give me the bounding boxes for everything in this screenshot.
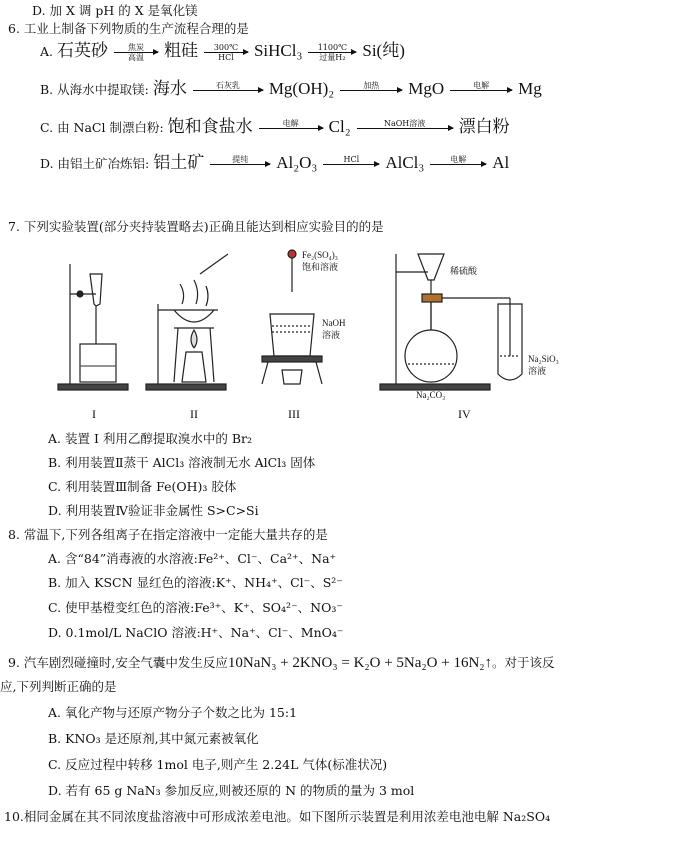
q6-stem: 6. 工业上制备下列物质的生产流程合理的是 — [8, 21, 249, 36]
q7-option-d: D. 利用装置Ⅳ验证非金属性 S>C>Si — [48, 503, 259, 518]
q6-option-b: B. 从海水中提取镁: 海水 石灰乳 Mg(OH)₂ 加热 MgO 电解 Mg — [40, 79, 542, 99]
q9-option-b: B. KNO₃ 是还原剂,其中氮元素被氧化 — [48, 731, 259, 746]
q9-stem-cont: 应,下列判断正确的是 — [0, 679, 117, 694]
apparatus-figure — [50, 244, 610, 424]
q8-stem: 8. 常温下,下列各组离子在指定溶液中一定能大量共存的是 — [8, 527, 328, 542]
q8-option-c: C. 使甲基橙变红色的溶液:Fe³⁺、K⁺、SO₄²⁻、NO₃⁻ — [48, 600, 343, 615]
na2sio3-label: Na₂SiO₃ — [528, 354, 559, 364]
q9-option-c: C. 反应过程中转移 1mol 电子,则产生 2.24L 气体(标准状况) — [48, 757, 388, 772]
naoh-label-2: 溶液 — [322, 330, 341, 340]
figure-label-iv: IV — [458, 407, 471, 421]
q7-option-b: B. 利用装置Ⅱ蒸干 AlCl₃ 溶液制无水 AlCl₃ 固体 — [48, 455, 316, 470]
q6-option-c: C. 由 NaCl 制漂白粉: 饱和食盐水 电解 Cl₂ NaOH溶液 漂白粉 — [40, 117, 510, 137]
figure-label-ii: II — [190, 407, 198, 421]
q9-option-d: D. 若有 65 g NaN₃ 参加反应,则被还原的 N 的物质的量为 3 mol — [48, 783, 415, 798]
q7-option-c: C. 利用装置Ⅲ制备 Fe(OH)₃ 胶体 — [48, 479, 237, 494]
dilute-acid-label: 稀硫酸 — [450, 266, 478, 276]
apparatus-i — [58, 264, 128, 390]
q8-option-a: A. 含“84”消毒液的水溶液:Fe²⁺、Cl⁻、Ca²⁺、Na⁺ — [48, 551, 337, 566]
fe-reagent-label: Fe₂(SO₄)₃ — [302, 250, 338, 260]
q10-stem: 10.相同金属在其不同浓度盐溶液中可形成浓差电池。如下图所示装置是利用浓差电池电解 Na₂SO₄ — [4, 809, 551, 824]
q6-option-a: A. 石英砂 焦炭 高温 粗硅 300℃ HCl SiHCl₃ 1100℃ 过量H₂ Si(纯) — [40, 41, 405, 62]
q8-option-d: D. 0.1mol/L NaClO 溶液:H⁺、Na⁺、Cl⁻、MnO₄⁻ — [48, 625, 344, 640]
q9-stem: 9. 汽车剧烈碰撞时,安全气囊中发生反应10NaN₃ + 2KNO₃ = K₂O + 5Na₂O + 16N₂↑。对于该反 — [8, 655, 555, 671]
naoh-label: NaOH — [322, 318, 346, 328]
na2co3-label: Na₂CO₃ — [416, 390, 446, 400]
q9-option-a: A. 氧化产物与还原产物分子个数之比为 15:1 — [48, 705, 298, 720]
q5-option-d: D. 加 X 调 pH 的 X 是氧化镁 — [32, 3, 198, 18]
q9-equation: 10NaN₃ + 2KNO₃ = K₂O + 5Na₂O + 16N₂↑ — [227, 655, 493, 671]
q7-option-a: A. 装置 I 利用乙醇提取溴水中的 Br₂ — [48, 431, 253, 446]
apparatus-ii — [146, 254, 228, 390]
fe-reagent-label-2: 饱和溶液 — [302, 262, 339, 272]
na2sio3-label-2: 溶液 — [528, 366, 547, 376]
figure-label-iii: III — [288, 407, 300, 421]
figure-label-i: I — [92, 407, 96, 421]
q7-stem: 7. 下列实验装置(部分夹持装置略去)正确且能达到相应实验目的的是 — [8, 219, 384, 234]
q8-option-b: B. 加入 KSCN 显红色的溶液:K⁺、NH₄⁺、Cl⁻、S²⁻ — [48, 575, 343, 590]
q6-option-d: D. 由铝土矿冶炼铝: 铝土矿 提纯 Al₂O₃ HCl AlCl₃ 电解 Al — [40, 153, 510, 173]
